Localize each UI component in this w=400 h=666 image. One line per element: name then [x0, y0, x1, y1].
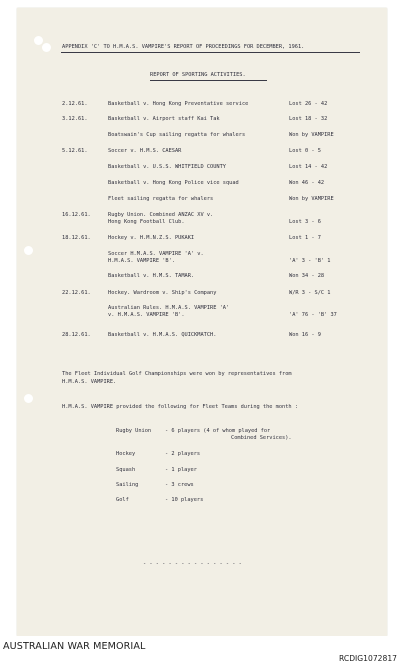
- entry-result: Won 46 - 42: [289, 180, 325, 186]
- team-sport: Rugby Union: [116, 428, 152, 434]
- document-heading: APPENDIX 'C' TO H.M.A.S. VAMPIRE'S REPORT OF PROCEEDINGS FOR DECEMBER, 1961.: [62, 44, 305, 50]
- punch-hole-upper: [42, 43, 51, 52]
- entry-result: W/R 3 - S/C 1: [289, 290, 331, 296]
- entry-date: 28.12.61.: [62, 332, 91, 338]
- entry-result: Won 16 - 9: [289, 332, 321, 338]
- team-sport: Squash: [116, 467, 136, 473]
- closing-rule: - - - - - - - - - - - - - - - -: [143, 561, 242, 567]
- entry-event: Basketball v. Hong Kong Preventative service: [108, 101, 249, 107]
- subheading-underline: [150, 80, 267, 81]
- punch-hole-top: [34, 36, 43, 45]
- entry-event: Soccer H.M.A.S. VAMPIRE 'A' v.: [108, 251, 204, 257]
- entry-event: Australian Rules. H.M.A.S. VAMPIRE 'A': [108, 305, 230, 311]
- entry-date: 22.12.61.: [62, 290, 91, 296]
- entry-date: 5.12.61.: [62, 148, 88, 154]
- entry-event: Soccer v. H.M.S. CAESAR: [108, 148, 182, 154]
- team-sport: Golf: [116, 497, 129, 503]
- entry-event: Basketball v. H.M.A.S. QUICKMATCH.: [108, 332, 217, 338]
- punch-hole-middle: [24, 246, 33, 255]
- entry-event-continued: v. H.M.A.S. VAMPIRE 'B'.: [108, 312, 185, 318]
- entry-result: Won by VAMPIRE: [289, 132, 334, 138]
- team-value: - 3 crews: [165, 482, 194, 488]
- entry-result: 'A' 3 - 'B' 1: [289, 258, 331, 264]
- team-value: - 2 players: [165, 451, 201, 457]
- entry-result: Lost 14 - 42: [289, 164, 328, 170]
- entry-event: Basketball v. Hong Kong Police vice squad: [108, 180, 239, 186]
- team-value: - 10 players: [165, 497, 204, 503]
- entry-result: Lost 1 - 7: [289, 235, 321, 241]
- entry-result: Lost 3 - 6: [289, 219, 321, 225]
- entry-result: Lost 26 - 42: [289, 101, 328, 107]
- entry-result: Lost 18 - 32: [289, 116, 328, 122]
- entry-event: Boatswain's Cup sailing regatta for whalers: [108, 132, 246, 138]
- golf-paragraph-line2: H.M.A.S. VAMPIRE.: [62, 379, 117, 385]
- entry-event: Hockey. Wardroom v. Ship's Company: [108, 290, 217, 296]
- entry-date: 3.12.61.: [62, 116, 88, 122]
- entry-event-continued: Hong Kong Football Club.: [108, 219, 185, 225]
- entry-event: Basketball v. U.S.S. WHITFIELD COUNTY: [108, 164, 226, 170]
- team-value: - 6 players (4 of whom played for: [165, 428, 271, 434]
- heading-underline: [61, 52, 360, 53]
- team-value: - 1 player: [165, 467, 197, 473]
- entry-result: Won 34 - 28: [289, 273, 325, 279]
- entry-event-continued: H.M.A.S. VAMPIRE 'B'.: [108, 258, 175, 264]
- archive-credit: AUSTRALIAN WAR MEMORIAL: [3, 641, 146, 652]
- entry-event: Rugby Union. Combined ANZAC XV v.: [108, 212, 214, 218]
- entry-result: Won by VAMPIRE: [289, 196, 334, 202]
- entry-date: 16.12.61.: [62, 212, 91, 218]
- entry-result: 'A' 76 - 'B' 37: [289, 312, 337, 318]
- entry-event: Fleet sailing regatta for whalers: [108, 196, 214, 202]
- golf-paragraph-line1: The Fleet Individual Golf Championships were won by representatives from: [62, 371, 292, 377]
- entry-date: 2.12.61.: [62, 101, 88, 107]
- entry-event: Basketball v. Airport staff Kai Tak: [108, 116, 220, 122]
- team-sport: Sailing: [116, 482, 139, 488]
- punch-hole-lower: [24, 394, 33, 403]
- team-value-continued: Combined Services).: [231, 435, 292, 441]
- entry-event: Basketball v. H.M.S. TAMAR.: [108, 273, 195, 279]
- archive-reference: RCDIG1072817: [339, 654, 397, 663]
- entry-result: Lost 0 - 5: [289, 148, 321, 154]
- document-subheading: REPORT OF SPORTING ACTIVITIES.: [150, 72, 246, 78]
- fleet-teams-paragraph: H.M.A.S. VAMPIRE provided the following for Fleet Teams during the month :: [62, 404, 298, 410]
- entry-event: Hockey v. H.M.N.Z.S. PUKAKI: [108, 235, 195, 241]
- entry-date: 18.12.61.: [62, 235, 91, 241]
- team-sport: Hockey: [116, 451, 136, 457]
